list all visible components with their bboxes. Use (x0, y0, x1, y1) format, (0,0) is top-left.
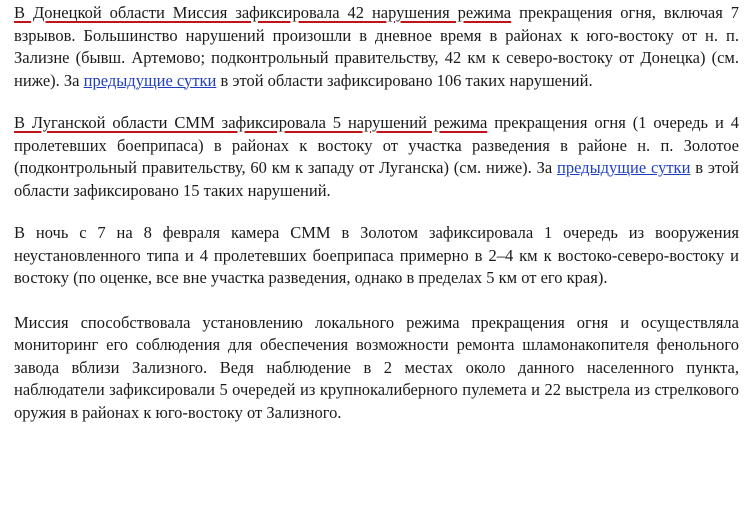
donetsk-highlight: В Донецкой области Миссия зафиксировала 42 нарушения режима (14, 3, 512, 22)
luhansk-highlight: В Луганской области СММ зафиксировала 5 нарушений режима (14, 113, 488, 132)
luhansk-text: прекращения огня (1 очередь и 4 пролетевших боеприпаса) в районах к востоку от участка разведения в районе н. п. Золотое (подконтрольный правительству, 60 км к западу от Луганска) (см. ниже). За (14, 113, 739, 177)
luhansk-previous-day-link[interactable]: предыдущие сутки (557, 158, 691, 177)
donetsk-previous-day-link[interactable]: предыдущие сутки (83, 70, 217, 90)
donetsk-text-end: в этой области зафиксировано 106 таких нарушений. (216, 70, 593, 90)
donetsk-text: прекращения огня, включая 7 взрывов. Большинство нарушений произошли в дневное время в районах к юго-востоку от н. п. Зализне (бывш. Артемово; подконтрольный правительству, 42 км к северо-востоку от Донецка) (см. ниже). За (14, 3, 739, 90)
luhansk-text-end: в этой области зафиксировано 15 таких нарушений. (14, 158, 739, 200)
paragraph-zalizne-ceasefire (14, 312, 739, 425)
paragraph-luhansk (14, 112, 739, 202)
zalizne-ceasefire-text: Миссия способствовала установлению локального режима прекращения огня и осуществляла мониторинг его соблюдения для обеспечения возможности ремонта шламонакопителя фенольного завода вблизи Зализного. Ведя наблюдение в 2 местах около данного населенного пункта, наблюдатели зафиксировали 5 очередей из крупнокалиберного пулемета и 22 выстрела из стрелкового оружия в районах к юго-востоку от Зализного. (14, 312, 739, 422)
paragraph-donetsk (14, 2, 739, 92)
paragraph-zolote-camera (14, 222, 739, 290)
zolote-camera-text: В ночь с 7 на 8 февраля камера СММ в Золотом зафиксировала 1 очередь из вооружения неустановленного типа и 4 пролетевших боеприпаса примерно в 2–4 км к востоко-северо-востоку и востоку (по оценке, все вне участка разведения, однако в пределах 5 км от его края). (14, 223, 739, 287)
document-body (14, 2, 739, 444)
